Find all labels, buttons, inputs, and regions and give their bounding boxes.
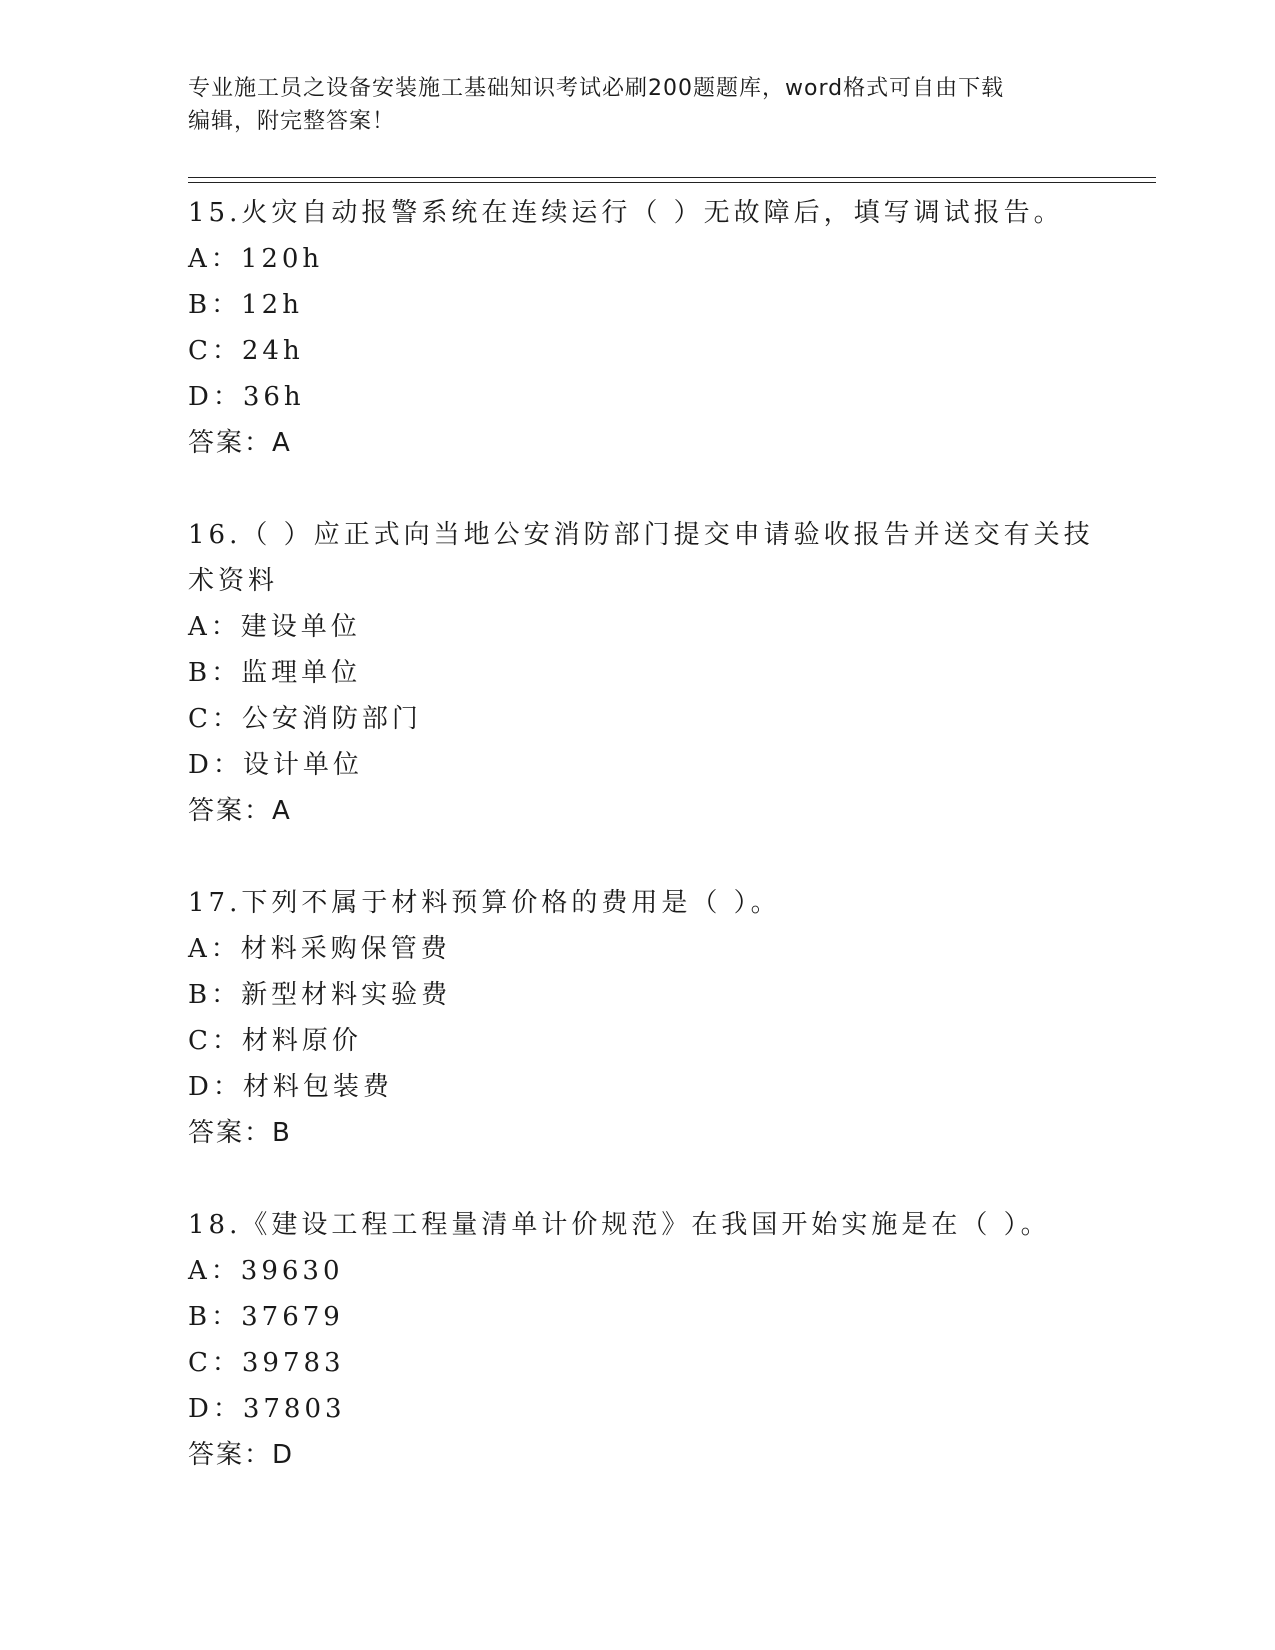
option-d: D：37803: [188, 1394, 346, 1424]
question-spacer: [188, 834, 1088, 880]
option-a: A：120h: [188, 244, 324, 274]
question-15: [188, 190, 1088, 466]
option-d: D：36h: [188, 382, 305, 412]
option-c: C：公安消防部门: [188, 704, 422, 734]
option-c: C：39783: [188, 1348, 345, 1378]
question-17: [188, 880, 1088, 1156]
question-stem: 17.下列不属于材料预算价格的费用是（ ）。: [188, 888, 781, 918]
option-b: B：监理单位: [188, 658, 362, 688]
option-a: A：39630: [188, 1256, 344, 1286]
option-a: A：材料采购保管费: [188, 934, 451, 964]
option-c: C：材料原价: [188, 1026, 362, 1056]
question-spacer: [188, 466, 1088, 512]
header-divider-bottom: [188, 182, 1156, 183]
header-line-2: 编辑，附完整答案！: [188, 109, 396, 134]
document-header: [188, 72, 1088, 138]
option-b: B：新型材料实验费: [188, 980, 452, 1010]
answer: 答案：D: [188, 1440, 295, 1470]
option-b: B：12h: [188, 290, 303, 320]
answer: 答案：A: [188, 796, 292, 826]
question-18: [188, 1202, 1088, 1478]
question-stem: 16.（ ）应正式向当地公安消防部门提交申请验收报告并送交有关技: [188, 520, 1094, 550]
header-divider-top: [188, 177, 1156, 178]
question-stem: 18.《建设工程工程量清单计价规范》在我国开始实施是在（ ）。: [188, 1210, 1051, 1240]
question-stem-continued: 术资料: [188, 566, 279, 596]
question-list: [188, 190, 1094, 1478]
option-d: D：材料包装费: [188, 1072, 393, 1102]
option-b: B：37679: [188, 1302, 344, 1332]
option-a: A：建设单位: [188, 612, 361, 642]
question-spacer: [188, 1156, 1088, 1202]
option-c: C：24h: [188, 336, 304, 366]
option-d: D：设计单位: [188, 750, 363, 780]
question-stem: 15.火灾自动报警系统在连续运行（ ）无故障后，填写调试报告。: [188, 198, 1064, 228]
question-16: [188, 512, 1094, 834]
answer: 答案：A: [188, 428, 292, 458]
header-line-1: 专业施工员之设备安装施工基础知识考试必刷200题题库，word格式可自由下载: [188, 76, 1005, 101]
answer: 答案：B: [188, 1118, 292, 1148]
